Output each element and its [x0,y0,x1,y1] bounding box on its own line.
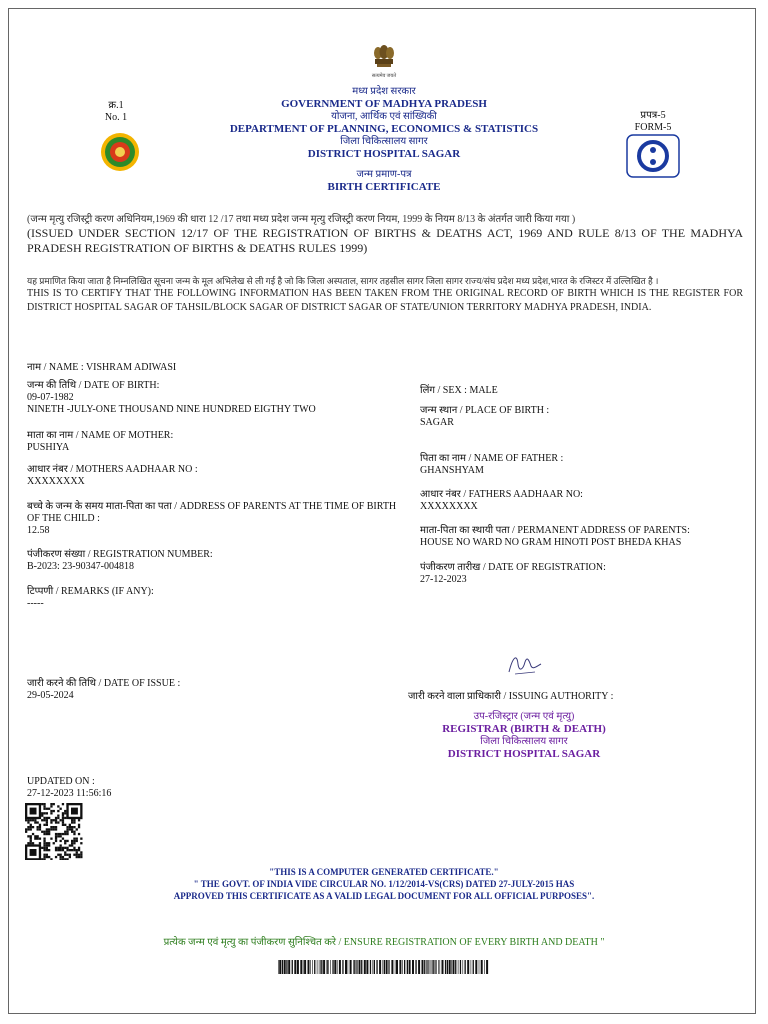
address-field [27,501,405,537]
sex-field [420,380,740,398]
hospital-title: DISTRICT HOSPITAL SAGAR [307,148,461,160]
remarks-field [27,586,407,610]
child-name: नाम / NAME : VISHRAM ADIWASI [27,362,177,373]
header-block [180,86,588,194]
father-aadhaar-label: आधार नंबर / FATHERS AADHAAR NO: [420,489,583,500]
state-title: GOVERNMENT OF MADHYA PRADESH [281,98,487,110]
department-title: DEPARTMENT OF PLANNING, ECONOMICS & STATISTICS [229,123,539,135]
issuing-authority-label: जारी करने वाला प्राधिकारी / ISSUING AUTHORITY : [408,691,614,702]
father-label: पिता का नाम / NAME OF FATHER : [420,453,564,464]
pob-field [420,405,740,429]
mother-aadhaar-field [27,464,407,488]
pob-label: जन्म स्थान / PLACE OF BIRTH : [420,405,550,416]
footer-line-1: "THIS IS A COMPUTER GENERATED CERTIFICATE." [269,867,499,877]
issued-under-hindi: (जन्म मृत्यु रजिस्ट्री करण अधिनियम,1969 की धारा 12 /17 तथा मध्य प्रदेश जन्म मृत्यु रजिस्ट्री करण नियम, 1999 के नियम 8/13 के अंतर्गत जारी किया गया ) [27,214,576,225]
state-title-hindi: मध्य प्रदेश सरकार [352,86,416,97]
mother-aadhaar-label: आधार नंबर / MOTHERS AADHAAR NO : [27,464,198,475]
issued-under-block [27,214,743,256]
updated-value: 27-12-2023 11:56:16 [27,788,112,799]
emblem-caption: सत्यमेव जयते [371,74,397,79]
address-value: 12.58 [27,525,50,536]
remarks-value: ----- [27,598,44,609]
ensure-registration [80,932,688,950]
father-aadhaar-field [420,489,740,513]
address-label: बच्चे के जन्म के समय माता-पिता का पता / ADDRESS OF PARENTS AT THE TIME OF BIRTH OF THE CHILD : [27,501,397,524]
footer-line-3: APPROVED THIS CERTIFICATE AS A VALID LEGAL DOCUMENT FOR ALL OFFICIAL PURPOSES". [173,891,595,901]
issue-date-value: 29-05-2024 [27,690,74,701]
crs-logo-icon [626,134,680,178]
mother-field [27,430,407,454]
barcode-icon [278,960,490,974]
hospital-hindi: जिला चिकित्सालय सागर [340,136,428,147]
registrar-hospital-hindi: जिला चिकित्सालय सागर [480,736,568,747]
form-number [618,110,688,134]
reg-date-value: 27-12-2023 [420,574,467,585]
certify-hindi: यह प्रमाणित किया जाता है निम्नलिखित सूचना जन्म के मूल अभिलेख से ली गई है जो कि जिला अस्पताल, सागर तहसील सागर जिला सागर राज्य/संघ प्रदेश मध्य प्रदेश,भारत के रजिस्टर में उल्लिखित है । [27,276,659,286]
pob-value: SAGAR [420,417,454,428]
reg-date-label: पंजीकरण तारीख / DATE OF REGISTRATION: [420,562,606,573]
mp-state-logo-icon [98,130,142,174]
footer-line-2: " THE GOVT. OF INDIA VIDE CIRCULAR NO. 1/12/2014-VS(CRS) DATED 27-JULY-2015 HAS [193,879,575,889]
reg-number-value: B-2023: 23-90347-004818 [27,561,134,572]
registrar-block [390,711,658,761]
dob-words: NINETH -JULY-ONE THOUSAND NINE HUNDRED EIGTHY TWO [27,404,316,415]
reg-number-label: पंजीकरण संख्या / REGISTRATION NUMBER: [27,549,213,560]
reg-date-field [420,562,740,586]
updated-label: UPDATED ON : [27,776,95,787]
father-aadhaar-value: XXXXXXXX [420,501,478,512]
dob-label: जन्म की तिथि / DATE OF BIRTH: [27,380,160,391]
certify-english: THIS IS TO CERTIFY THAT THE FOLLOWING INFORMATION HAS BEEN TAKEN FROM THE ORIGINAL RECORD OF BIRTH WHICH IS THE REGISTER FOR DISTRICT HOSPITAL SAGAR OF TAHSIL/BLOCK SAGAR OF DISTRICT SAGAR OF STATE/UNION TERRITORY MADHYA PRADESH, INDIA. [27,288,743,313]
serial-hindi: क्र.1 [108,100,124,111]
father-field [420,453,740,477]
remarks-label: टिप्पणी / REMARKS (IF ANY): [27,586,154,597]
registrar-title: REGISTRAR (BIRTH & DEATH) [442,723,606,735]
ensure-registration-text: प्रत्येक जन्म एवं मृत्यु का पंजीकरण सुनिश्चित करे / ENSURE REGISTRATION OF EVERY BIRTH AND DEATH " [163,937,605,948]
serial-number [96,100,136,124]
perm-address-label: माता-पिता का स्थायी पता / PERMANENT ADDRESS OF PARENTS: [420,525,690,536]
updated-block [27,776,227,800]
perm-address-field [420,525,740,549]
issued-under-english: (ISSUED UNDER SECTION 12/17 OF THE REGISTRATION OF BIRTHS & DEATHS ACT, 1969 AND RULE 8/13 OF THE MADHYA PRADESH REGISTRATION OF BIRTHS & DEATHS RULES 1999) [27,226,743,255]
issue-date-label: जारी करने की तिथि / DATE OF ISSUE : [27,678,181,689]
certificate-title: BIRTH CERTIFICATE [327,181,441,193]
registrar-hindi: उप-रजिस्ट्रार (जन्म एवं मृत्यु) [473,711,575,722]
certify-block [27,276,743,315]
dob-value: 09-07-1982 [27,392,74,403]
mother-value: PUSHIYA [27,442,70,453]
name-field [27,357,407,375]
signature-icon [505,650,545,680]
footer-notice [100,866,668,902]
qr-code-icon[interactable] [24,802,84,860]
department-hindi: योजना, आर्थिक एवं सांख्यिकी [331,111,437,122]
dob-field [27,380,407,416]
issuing-authority-field [408,686,738,704]
reg-number-field [27,549,407,573]
sex-value: लिंग / SEX : MALE [420,385,498,396]
registrar-hospital: DISTRICT HOSPITAL SAGAR [447,748,601,760]
form-hindi: प्रपत्र-5 [640,110,666,121]
serial-english: No. 1 [104,112,128,123]
perm-address-value: HOUSE NO WARD NO GRAM HINOTI POST BHEDA KHAS [420,537,682,548]
mother-label: माता का नाम / NAME OF MOTHER: [27,430,174,441]
certificate-title-hindi: जन्म प्रमाण-पत्र [356,169,412,180]
mother-aadhaar-value: XXXXXXXX [27,476,85,487]
issue-date-field [27,678,407,702]
form-english: FORM-5 [634,122,672,133]
father-value: GHANSHYAM [420,465,484,476]
